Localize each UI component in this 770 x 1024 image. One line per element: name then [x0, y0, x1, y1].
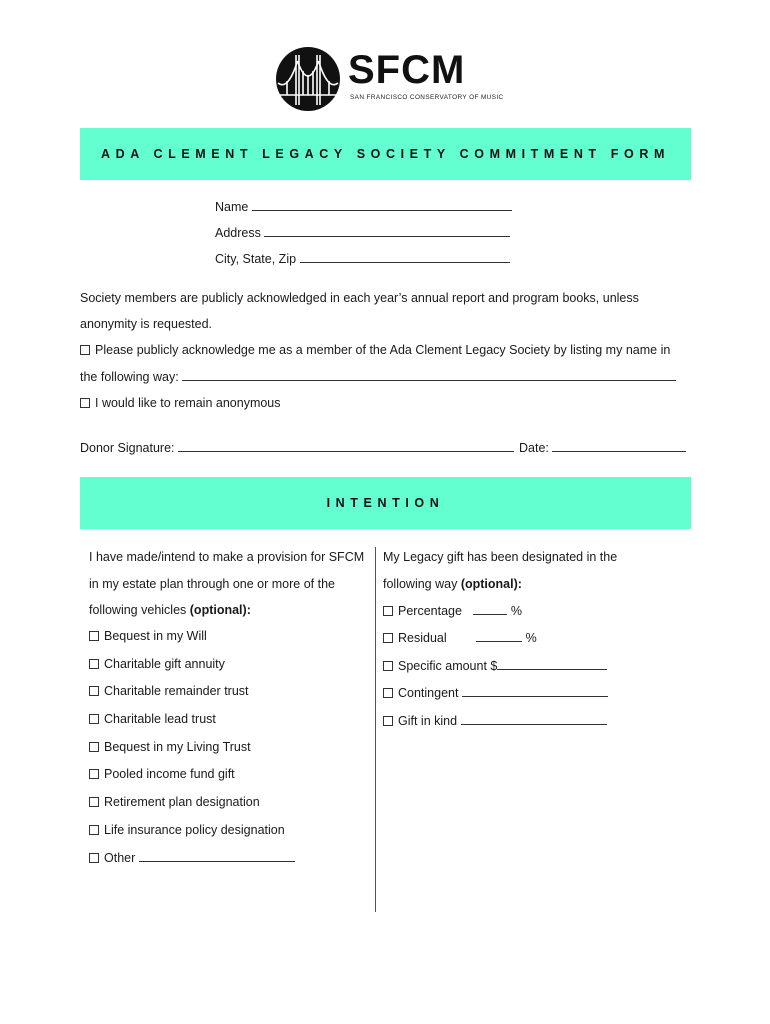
colon: :: [517, 577, 522, 591]
name-field[interactable]: [215, 201, 512, 214]
designation-label: Contingent: [398, 686, 459, 700]
sfcm-logo: [276, 47, 506, 113]
designation-checkbox[interactable]: [383, 606, 393, 616]
left-intro-line3: [89, 604, 251, 617]
designation-checkbox[interactable]: [383, 633, 393, 643]
contingent-line[interactable]: [462, 687, 608, 697]
donor-signature-label: Donor Signature:: [80, 441, 175, 455]
name-line[interactable]: [252, 201, 512, 211]
vehicle-checkbox[interactable]: [89, 631, 99, 641]
optional-label: (optional): [189, 603, 247, 617]
acknowledge-text-line1: Please publicly acknowledge me as a member of the Ada Clement Legacy Society by listing my name in: [95, 343, 671, 357]
logo-wordmark: SFCM: [348, 48, 466, 92]
vehicle-checkbox[interactable]: [89, 853, 99, 863]
vehicle-checkbox[interactable]: [89, 825, 99, 835]
left-intro-text: following vehicles: [89, 603, 187, 617]
city-state-zip-field[interactable]: [215, 253, 510, 266]
acknowledge-checkbox[interactable]: [80, 345, 90, 355]
vehicle-label: Bequest in my Living Trust: [104, 740, 251, 754]
vehicle-checkbox[interactable]: [89, 769, 99, 779]
designation-gift-in-kind[interactable]: [383, 715, 607, 728]
vehicle-option[interactable]: [89, 685, 249, 698]
vehicle-label: Bequest in my Will: [104, 629, 207, 643]
form-title-band: [80, 128, 691, 180]
vehicle-label: Charitable gift annuity: [104, 657, 225, 671]
vehicle-option[interactable]: [89, 768, 235, 781]
vehicle-label: Retirement plan designation: [104, 795, 260, 809]
vehicle-option[interactable]: [89, 824, 285, 837]
colon: :: [246, 603, 251, 617]
donor-signature-line[interactable]: [178, 442, 514, 452]
left-intro-line2: in my estate plan through one or more of the: [89, 577, 335, 591]
vehicle-checkbox[interactable]: [89, 714, 99, 724]
acknowledge-option[interactable]: [80, 344, 670, 357]
percent-sign: %: [525, 631, 537, 645]
date-field[interactable]: [519, 442, 686, 455]
vehicle-option[interactable]: [89, 741, 251, 754]
specific-amount-line[interactable]: [497, 660, 607, 670]
anonymous-text: I would like to remain anonymous: [95, 396, 281, 410]
designation-residual[interactable]: [383, 632, 537, 645]
acknowledge-text-line2: the following way:: [80, 370, 179, 384]
designation-percentage[interactable]: [383, 605, 522, 618]
acknowledge-listing-field[interactable]: [80, 371, 676, 384]
name-label: Name: [215, 200, 249, 214]
vehicle-label: Pooled income fund gift: [104, 767, 235, 781]
vehicle-label: Charitable remainder trust: [104, 684, 249, 698]
right-intro-line2: [383, 578, 522, 591]
left-intro-line1: I have made/intend to make a provision for SFCM: [89, 550, 365, 564]
vehicle-option[interactable]: [89, 630, 207, 643]
vehicle-label: Life insurance policy designation: [104, 823, 285, 837]
residual-line[interactable]: [476, 632, 522, 642]
vehicle-option[interactable]: [89, 658, 225, 671]
designation-label: Gift in kind: [398, 714, 458, 728]
society-intro-line1: Society members are publicly acknowledged in each year’s annual report and program books, unless: [80, 291, 639, 305]
city-label: City, State, Zip: [215, 252, 297, 266]
designation-label: Residual: [398, 631, 447, 645]
vehicle-label: Other: [104, 851, 136, 865]
address-label: Address: [215, 226, 261, 240]
designation-label: Specific amount $: [398, 659, 498, 673]
designation-contingent[interactable]: [383, 687, 608, 700]
anonymous-checkbox[interactable]: [80, 398, 90, 408]
golden-gate-bridge-logo-icon: [276, 47, 340, 111]
anonymous-option[interactable]: [80, 397, 281, 410]
designation-checkbox[interactable]: [383, 716, 393, 726]
optional-label: (optional): [460, 577, 518, 591]
vehicle-checkbox[interactable]: [89, 659, 99, 669]
percentage-line[interactable]: [473, 605, 507, 615]
listing-name-line[interactable]: [182, 371, 676, 381]
right-intro-line1: My Legacy gift has been designated in the: [383, 550, 618, 564]
form-title: ADA CLEMENT LEGACY SOCIETY COMMITMENT FORM: [101, 147, 670, 161]
gift-in-kind-line[interactable]: [461, 715, 607, 725]
address-field[interactable]: [215, 227, 510, 240]
logo-subtitle: SAN FRANCISCO CONSERVATORY OF MUSIC: [350, 94, 504, 101]
designation-label: Percentage: [398, 604, 462, 618]
donor-signature-field[interactable]: [80, 442, 514, 455]
city-line[interactable]: [300, 253, 510, 263]
date-line[interactable]: [552, 442, 686, 452]
other-line[interactable]: [139, 852, 295, 862]
vehicle-label: Charitable lead trust: [104, 712, 216, 726]
designation-checkbox[interactable]: [383, 661, 393, 671]
designation-checkbox[interactable]: [383, 688, 393, 698]
vehicle-option[interactable]: [89, 713, 216, 726]
vehicle-option-other[interactable]: [89, 852, 295, 865]
vehicle-checkbox[interactable]: [89, 742, 99, 752]
designation-specific-amount[interactable]: [383, 660, 607, 673]
vehicle-option[interactable]: [89, 796, 260, 809]
address-line[interactable]: [264, 227, 510, 237]
percent-sign: %: [510, 604, 523, 618]
vehicle-checkbox[interactable]: [89, 797, 99, 807]
column-divider: [375, 547, 376, 912]
right-intro-text: following way: [383, 577, 458, 591]
date-label: Date:: [519, 441, 549, 455]
society-intro-line2: anonymity is requested.: [80, 317, 213, 331]
intention-band: [80, 477, 691, 529]
vehicle-checkbox[interactable]: [89, 686, 99, 696]
intention-title: INTENTION: [326, 496, 445, 510]
